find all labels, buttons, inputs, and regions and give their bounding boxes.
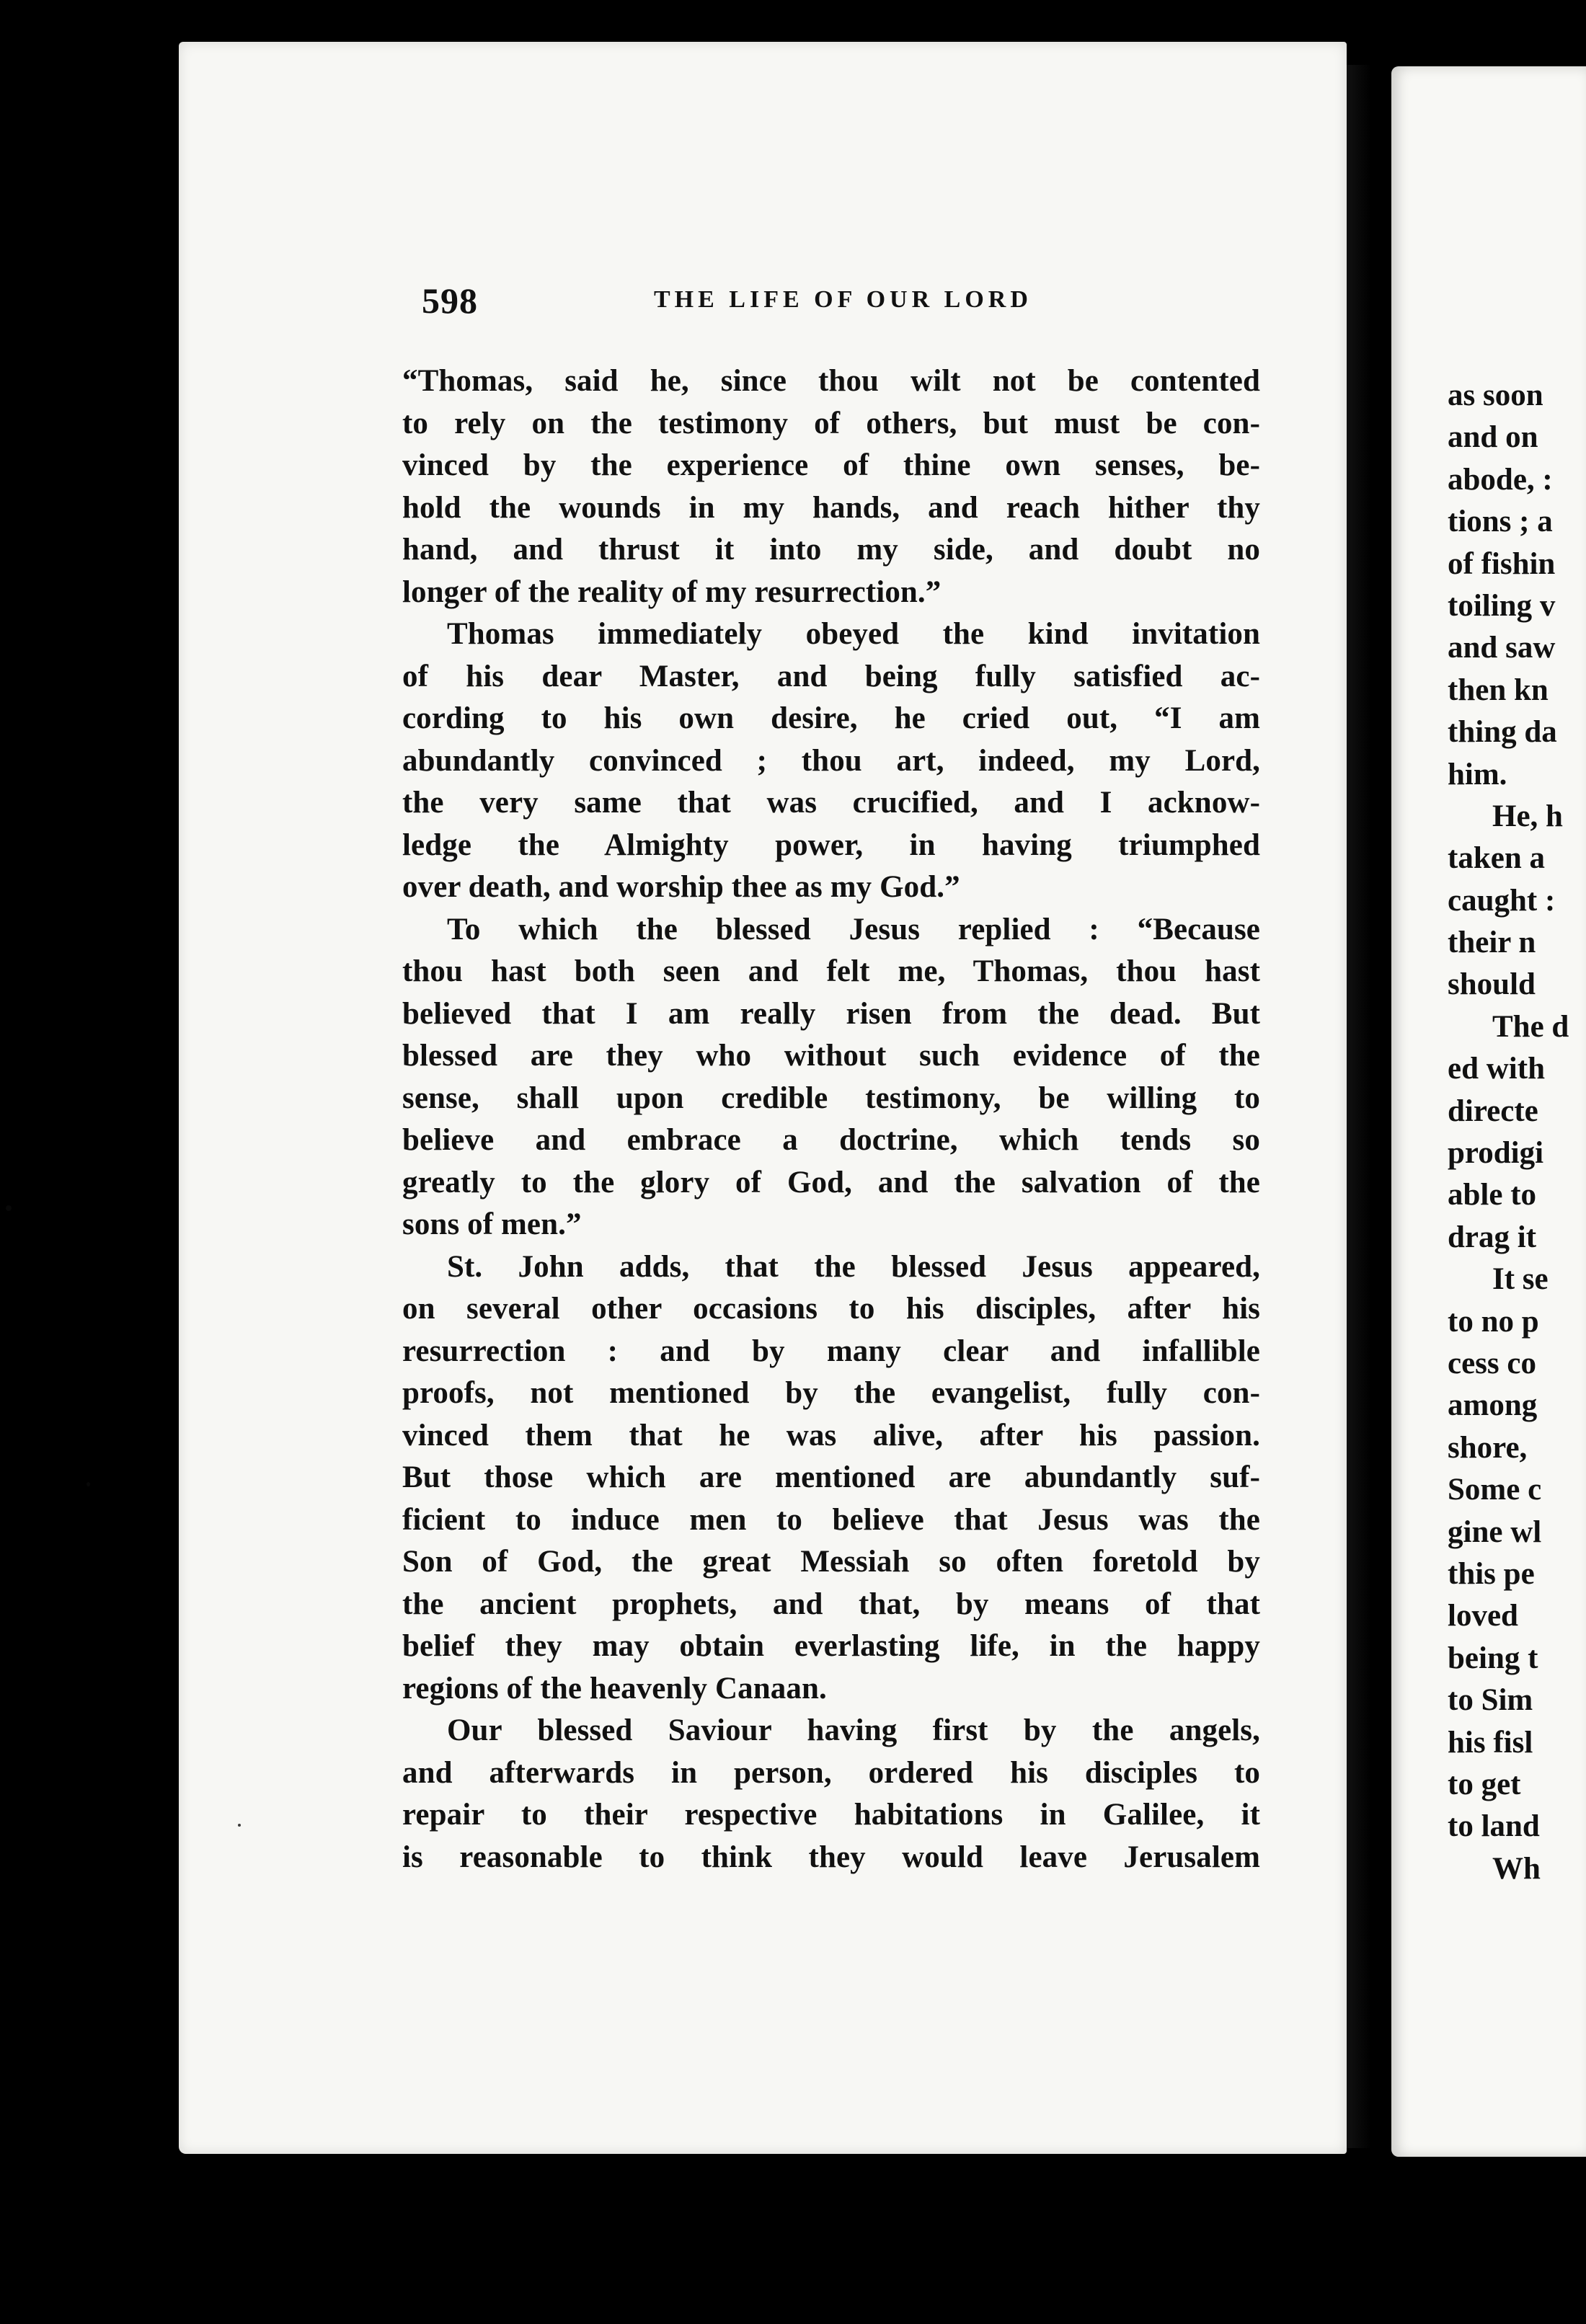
text-fragment: Some c <box>1448 1473 1542 1507</box>
text-fragment: toiling v <box>1448 588 1556 623</box>
text-fragment: prodigi <box>1448 1136 1544 1171</box>
text-fragment: abode, : <box>1448 462 1553 497</box>
book-gutter <box>1347 65 1391 2148</box>
text-fragment: taken a <box>1448 841 1545 876</box>
text-fragment: then kn <box>1448 673 1549 707</box>
text-fragment: to no p <box>1448 1304 1539 1339</box>
text-line: believe and embrace a doctrine, which tends so <box>402 1123 1260 1157</box>
text-fragment: this pe <box>1448 1556 1535 1591</box>
text-line: over death, and worship thee as my God.” <box>402 870 960 904</box>
text-fragment: gine wl <box>1448 1514 1542 1549</box>
text-fragment: He, h <box>1492 799 1563 833</box>
text-line: the ancient prophets, and that, by means of that <box>402 1587 1260 1621</box>
text-fragment: to Sim <box>1448 1683 1533 1718</box>
text-fragment: directe <box>1448 1094 1538 1128</box>
text-fragment: him. <box>1448 757 1507 791</box>
text-fragment: tions ; a <box>1448 505 1553 539</box>
text-fragment: ed with <box>1448 1052 1545 1086</box>
text-line: the very same that was crucified, and I acknow- <box>402 786 1260 820</box>
text-fragment: drag it <box>1448 1220 1537 1254</box>
text-fragment: and saw <box>1448 631 1556 665</box>
text-line: believed that I am really risen from the dead. But <box>402 996 1260 1031</box>
text-line: proofs, not mentioned by the evangelist, fully con- <box>402 1376 1260 1410</box>
text-line: resurrection : and by many clear and infallible <box>402 1334 1260 1368</box>
text-fragment: being t <box>1448 1641 1538 1675</box>
right-page-text-fragments <box>1448 375 1586 1890</box>
scan-speck <box>87 1482 90 1486</box>
text-fragment: to get <box>1448 1767 1521 1801</box>
text-fragment: cess co <box>1448 1346 1536 1380</box>
text-fragment: his fisl <box>1448 1725 1533 1760</box>
text-fragment: The d <box>1492 1009 1569 1044</box>
text-line: and afterwards in person, ordered his disciples to <box>402 1755 1260 1790</box>
text-line: hold the wounds in my hands, and reach hither thy <box>402 490 1260 525</box>
text-fragment: caught : <box>1448 883 1556 918</box>
text-line: Son of God, the great Messiah so often foretold by <box>402 1545 1260 1579</box>
text-fragment: among <box>1448 1388 1538 1423</box>
paragraph-first-line: St. John adds, that the blessed Jesus appeared, <box>447 1249 1260 1284</box>
text-line: to rely on the testimony of others, but must be con- <box>402 406 1260 440</box>
text-fragment: able to <box>1448 1178 1537 1212</box>
text-line: abundantly convinced ; thou art, indeed, my Lord, <box>402 743 1260 778</box>
paragraph-first-line: Thomas immediately obeyed the kind invitation <box>447 617 1260 651</box>
text-line: But those which are mentioned are abundantly suf- <box>402 1460 1260 1494</box>
text-fragment: Wh <box>1492 1851 1541 1886</box>
text-fragment: to land <box>1448 1809 1540 1844</box>
text-fragment: of fishin <box>1448 546 1556 581</box>
scan-speck <box>238 1824 241 1827</box>
text-fragment: thing da <box>1448 715 1557 750</box>
text-fragment: and on <box>1448 420 1538 455</box>
text-line: greatly to the glory of God, and the salvation of the <box>402 1165 1260 1199</box>
left-page-text <box>402 360 1260 1879</box>
text-fragment: their n <box>1448 926 1536 960</box>
page-header <box>422 280 1171 326</box>
text-line: hand, and thrust it into my side, and doubt no <box>402 533 1260 567</box>
text-line: thou hast both seen and felt me, Thomas, thou hast <box>402 954 1260 988</box>
text-line: ficient to induce men to believe that Jesus was the <box>402 1502 1260 1537</box>
text-line: ledge the Almighty power, in having triumphed <box>402 828 1260 862</box>
text-line: “Thomas, said he, since thou wilt not be contented <box>402 364 1260 398</box>
text-line: sense, shall upon credible testimony, be willing to <box>402 1081 1260 1115</box>
scan-speck <box>6 1205 12 1211</box>
text-line: of his dear Master, and being fully satisfied ac- <box>402 659 1260 693</box>
text-line: blessed are they who without such evidence of the <box>402 1039 1260 1073</box>
running-head: THE LIFE OF OUR LORD <box>654 286 1032 313</box>
text-line: on several other occasions to his disciples, after his <box>402 1292 1260 1326</box>
text-fragment: It se <box>1492 1262 1549 1297</box>
paragraph-first-line: To which the blessed Jesus replied : “Because <box>447 912 1260 946</box>
page-number: 598 <box>422 280 478 321</box>
paragraph-first-line: Our blessed Saviour having first by the angels, <box>447 1713 1260 1747</box>
text-fragment: as soon <box>1448 378 1543 412</box>
text-fragment: shore, <box>1448 1430 1528 1465</box>
text-line: is reasonable to think they would leave Jerusalem <box>402 1840 1260 1874</box>
text-line: regions of the heavenly Canaan. <box>402 1671 827 1706</box>
text-fragment: loved <box>1448 1599 1518 1633</box>
text-fragment: should <box>1448 967 1536 1002</box>
text-line: repair to their respective habitations in Galilee, it <box>402 1798 1260 1832</box>
text-line: vinced by the experience of thine own senses, be- <box>402 448 1260 482</box>
text-line: belief they may obtain everlasting life, in the happy <box>402 1629 1260 1663</box>
text-line: longer of the reality of my resurrection.” <box>402 575 942 609</box>
text-line: vinced them that he was alive, after his passion. <box>402 1418 1260 1452</box>
text-line: cording to his own desire, he cried out, “I am <box>402 701 1260 735</box>
text-line: sons of men.” <box>402 1207 582 1241</box>
